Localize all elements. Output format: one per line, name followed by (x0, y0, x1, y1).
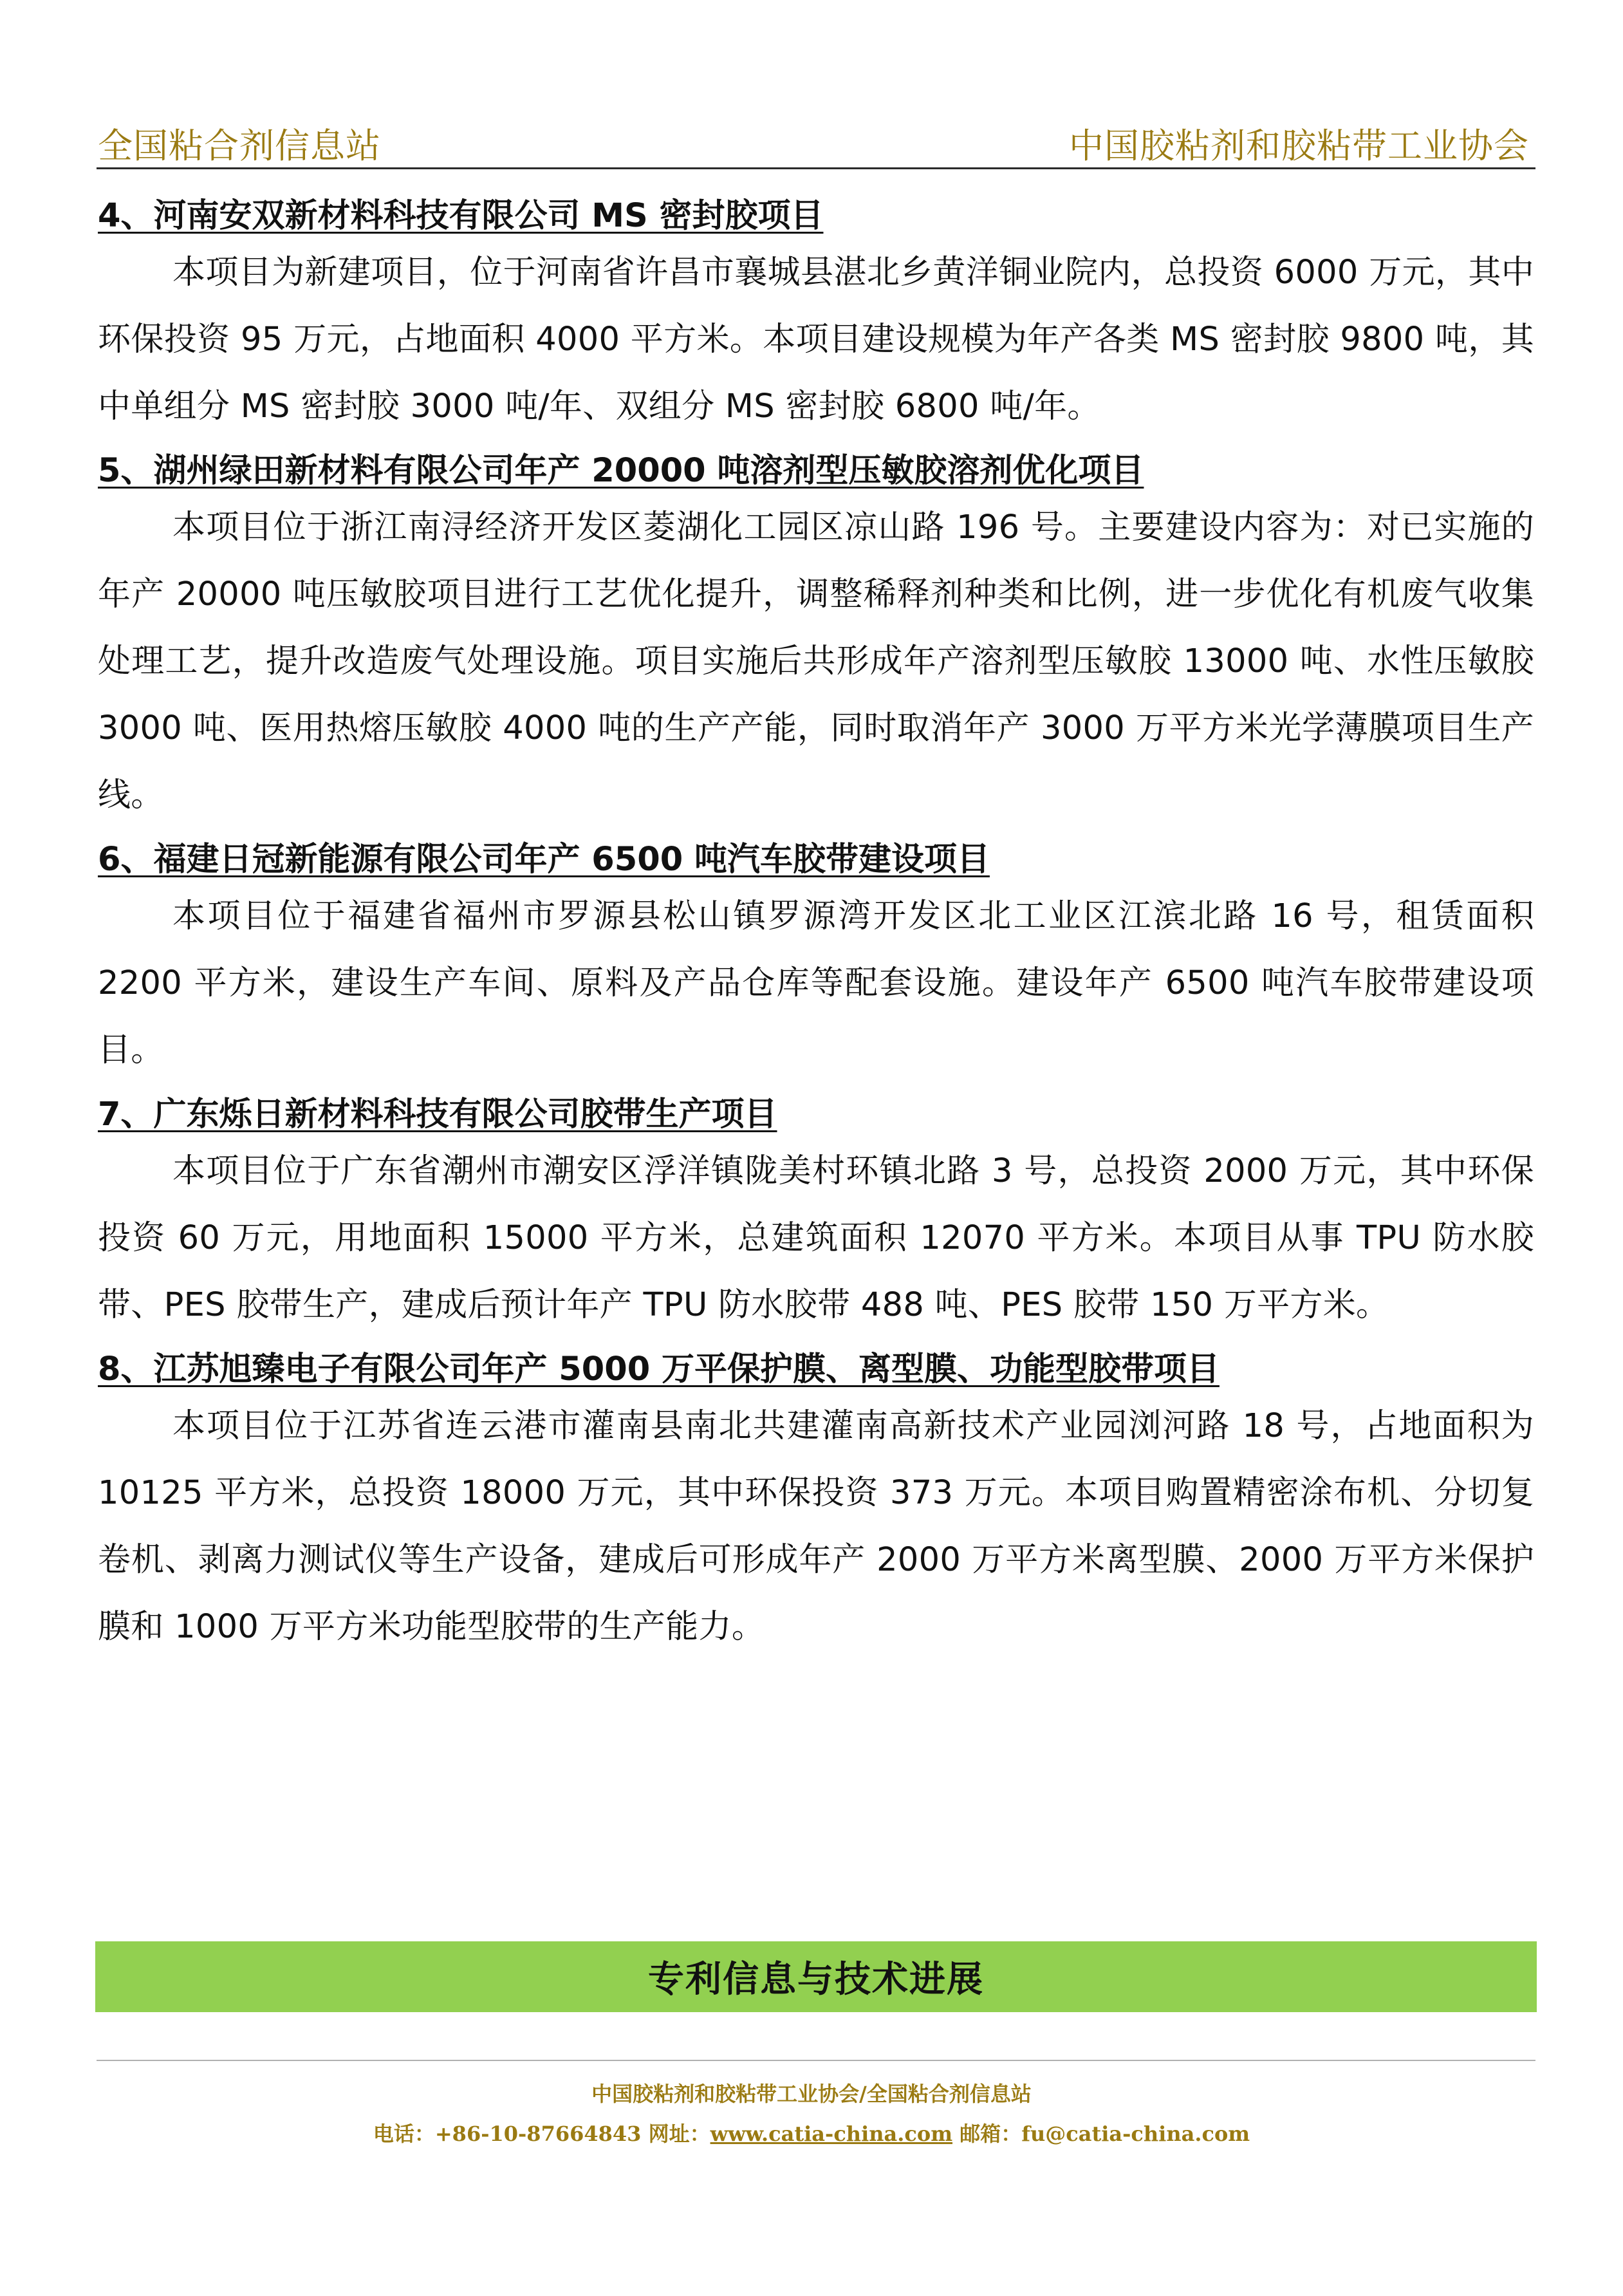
section-body: 本项目位于江苏省连云港市灌南县南北共建灌南高新技术产业园浏河路 18 号，占地面积为 10125 平方米，总投资 18000 万元，其中环保投资 373 万元。本项目购置精密涂布机、分切复卷机、剥离力测试仪等生产设备，建成后可形成年产 2000 万平方米离型膜、2000 万平方米保护膜和 1000 万平方米功能型胶带的生产能力。 (98, 1407, 1534, 1646)
section-title: 6、福建日冠新能源有限公司年产 6500 吨汽车胶带建设项目 (98, 841, 990, 879)
email-address: fu@catia-china.com (1021, 2122, 1250, 2146)
section-4 (98, 193, 1534, 440)
section-body: 本项目位于福建省福州市罗源县松山镇罗源湾开发区北工业区江滨北路 16 号，租赁面积 2200 平方米，建设生产车间、原料及产品仓库等配套设施。建设年产 6500 吨汽车胶带建设项目。 (98, 897, 1534, 1069)
section-5 (98, 448, 1534, 829)
email-label: 邮箱： (952, 2122, 1022, 2146)
phone-label: 电话： (373, 2122, 435, 2146)
footer-organization: 中国胶粘剂和胶粘带工业协会/全国粘合剂信息站 (591, 2082, 1032, 2106)
main-content (98, 193, 1534, 1668)
section-body: 本项目位于广东省潮州市潮安区浮洋镇陇美村环镇北路 3 号，总投资 2000 万元，其中环保投资 60 万元，用地面积 15000 平方米，总建筑面积 12070 平方米。本项目从事 TPU 防水胶带、PES 胶带生产，建成后预计年产 TPU 防水胶带 488 吨、PES 胶带 150 万平方米。 (98, 1152, 1534, 1324)
section-title: 4、河南安双新材料科技有限公司 MS 密封胶项目 (98, 197, 824, 235)
section-8 (98, 1347, 1534, 1661)
website-link[interactable]: www.catia-china.com (710, 2122, 953, 2146)
section-title: 8、江苏旭臻电子有限公司年产 5000 万平保护膜、离型膜、功能型胶带项目 (98, 1350, 1220, 1388)
band-title: 专利信息与技术进展 (648, 1959, 984, 2001)
section-band (95, 1941, 1537, 2012)
header-right-title: 中国胶粘剂和胶粘带工业协会 (1069, 126, 1529, 166)
web-label: 网址： (641, 2122, 710, 2146)
section-body: 本项目为新建项目，位于河南省许昌市襄城县湛北乡黄洋铜业院内，总投资 6000 万元，其中环保投资 95 万元，占地面积 4000 平方米。本项目建设规模为年产各类 MS 密封胶 9800 吨，其中单组分 MS 密封胶 3000 吨/年、双组分 MS 密封胶 6800 吨/年。 (98, 254, 1534, 425)
section-body: 本项目位于浙江南浔经济开发区菱湖化工园区凉山路 196 号。主要建设内容为：对已实施的年产 20000 吨压敏胶项目进行工艺优化提升，调整稀释剂种类和比例，进一步优化有机废气收集处理工艺，提升改造废气处理设施。项目实施后共形成年产溶剂型压敏胶 13000 吨、水性压敏胶 3000 吨、医用热熔压敏胶 4000 吨的生产产能，同时取消年产 3000 万平方米光学薄膜项目生产线。 (98, 509, 1534, 814)
section-7 (98, 1092, 1534, 1339)
footer-contact (0, 2118, 1623, 2147)
section-title: 7、广东烁日新材料科技有限公司胶带生产项目 (98, 1096, 777, 1134)
section-6 (98, 837, 1534, 1084)
page-header (97, 116, 1535, 169)
section-title: 5、湖州绿田新材料有限公司年产 20000 吨溶剂型压敏胶溶剂优化项目 (98, 452, 1144, 490)
footer-divider (97, 2060, 1535, 2061)
phone-number: +86-10-87664843 (434, 2122, 642, 2146)
header-left-title: 全国粘合剂信息站 (98, 126, 381, 166)
